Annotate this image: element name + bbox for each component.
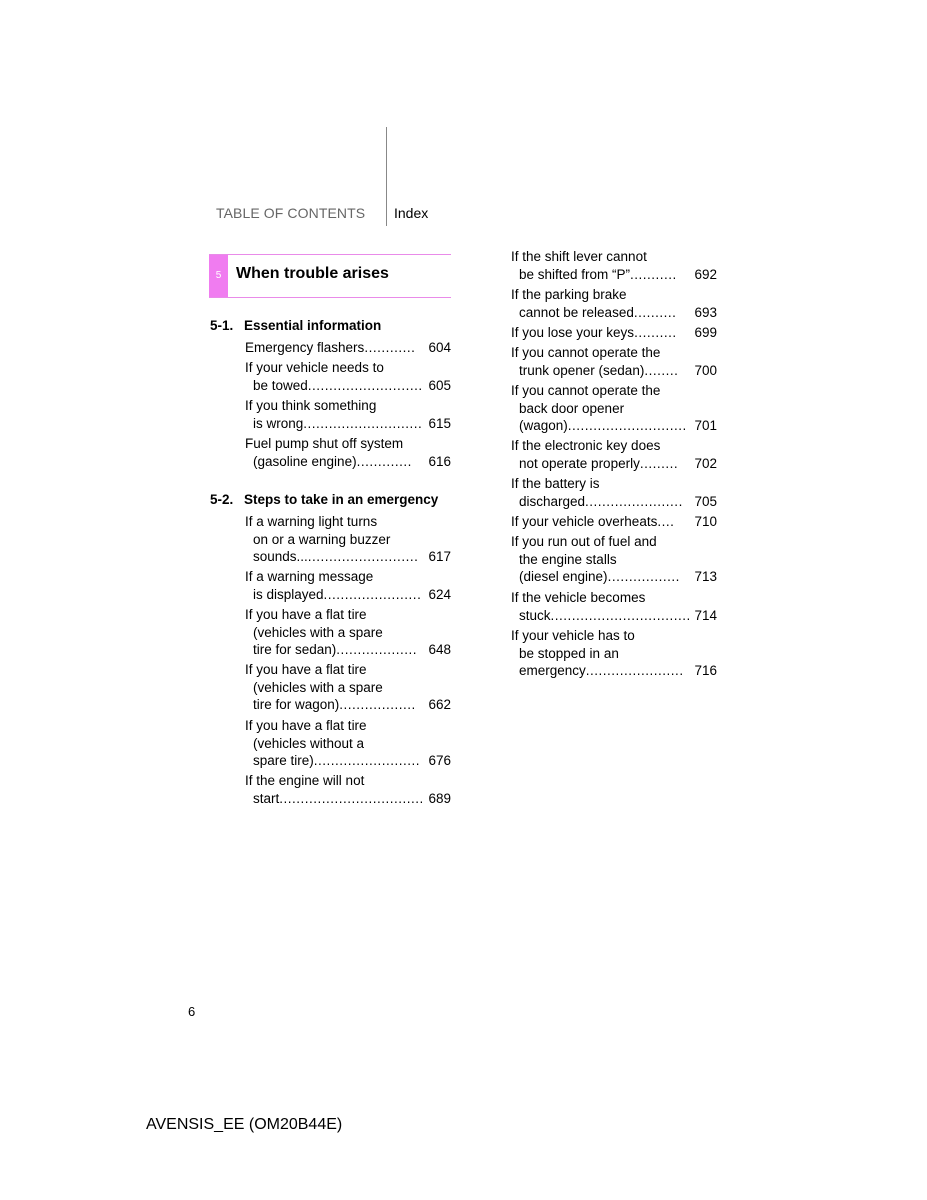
toc-entry-page: 676 (428, 753, 451, 768)
toc-entry[interactable] (245, 513, 451, 566)
toc-entry-text: Emergency flashers (245, 340, 365, 355)
toc-entry-leader-dots: ............. (356, 453, 412, 469)
toc-entry[interactable] (511, 286, 717, 321)
toc-entry-leader-dots: ........ (644, 362, 679, 378)
toc-entry[interactable] (511, 248, 717, 283)
toc-entry-last-line (245, 453, 451, 471)
toc-entry-line: If the shift lever cannot (511, 249, 647, 264)
toc-entry-leader-dots: ................. (607, 569, 680, 584)
toc-entry-text: tire for sedan) (253, 642, 337, 657)
toc-entry-last-line (511, 662, 717, 680)
toc-entry[interactable] (511, 589, 717, 624)
toc-entry-text: stuck (519, 607, 551, 623)
toc-entry-line: If the parking brake (511, 287, 627, 302)
toc-entry-leader-dots: ................................. (550, 607, 691, 623)
toc-entry[interactable] (245, 661, 451, 714)
toc-entry[interactable] (511, 627, 717, 680)
section-number: 5-2. (210, 492, 234, 507)
toc-entry[interactable] (245, 772, 451, 807)
toc-entry-leader-dots: .... (657, 514, 675, 529)
toc-entry-page: 693 (694, 304, 717, 320)
toc-entry-page: 605 (428, 377, 451, 393)
toc-entry-leader-dots: .......... (633, 304, 677, 320)
section-title: Steps to take in an emergency (244, 492, 439, 507)
toc-entry-line: If the electronic key does (511, 438, 661, 453)
toc-entry[interactable] (511, 437, 717, 472)
nav-index[interactable]: Index (394, 205, 429, 221)
toc-entry-leader-dots: .......... (634, 325, 677, 340)
toc-entry-line: If your vehicle needs to (245, 360, 384, 375)
toc-entry-line: If a warning light turns (245, 514, 378, 529)
toc-entry-page: 702 (694, 455, 717, 471)
toc-entry-text: be shifted from “P” (519, 266, 631, 282)
toc-entry[interactable] (245, 339, 451, 357)
toc-entry-last-line (245, 377, 451, 395)
toc-entry-line: If you have a flat tire (245, 662, 367, 677)
toc-entry-last-line (511, 304, 717, 322)
toc-entry-leader-dots: ....................... (323, 586, 422, 602)
toc-entry[interactable] (245, 359, 451, 394)
toc-entry-leader-dots: ................... (336, 642, 418, 657)
footer-model-code: AVENSIS_EE (OM20B44E) (146, 1116, 343, 1133)
toc-entry-line: If the battery is (511, 476, 600, 491)
toc-entry-last-line (245, 752, 451, 770)
toc-entry-leader-dots: ......................... (313, 753, 421, 768)
toc-entry[interactable] (511, 533, 717, 586)
toc-entry-last-line (511, 455, 717, 473)
toc-entry-page: 617 (428, 549, 451, 564)
toc-entry-last-line (245, 790, 451, 808)
toc-entry-text: is displayed (253, 586, 324, 602)
toc-entry-text: cannot be released (519, 304, 634, 320)
toc-entry-page: 662 (428, 697, 451, 712)
toc-entry[interactable] (511, 344, 717, 379)
toc-entry[interactable] (511, 382, 717, 435)
toc-entry-line: If you think something (245, 398, 377, 413)
toc-entry-line: the engine stalls (519, 551, 617, 567)
toc-entry-page: 616 (428, 453, 451, 469)
toc-entry-text: start (253, 790, 280, 806)
toc-entry-last-line (511, 513, 717, 531)
toc-entry-last-line (511, 568, 717, 586)
toc-entry-line: Fuel pump shut off system (245, 436, 404, 451)
nav-table-of-contents[interactable]: TABLE OF CONTENTS (216, 205, 366, 221)
toc-entry[interactable] (245, 568, 451, 603)
toc-entry-line: If the engine will not (245, 773, 365, 788)
toc-entry-page: 624 (428, 586, 451, 602)
toc-entry-last-line (511, 493, 717, 511)
toc-entry-last-line (511, 362, 717, 380)
toc-entry-last-line (245, 339, 451, 357)
toc-entry-line: on or a warning buzzer (253, 531, 391, 547)
toc-entry-leader-dots: ........... (630, 266, 677, 282)
toc-entry-page: 705 (694, 493, 717, 509)
chapter-heading (209, 254, 451, 298)
toc-entry[interactable] (511, 513, 717, 531)
toc-entry-last-line (511, 607, 717, 625)
toc-entry-page: 713 (694, 569, 717, 584)
toc-entry-last-line (245, 586, 451, 604)
toc-entry-page: 648 (428, 642, 451, 657)
toc-entry-text: emergency (519, 663, 586, 678)
toc-entry-line: (vehicles with a spare (253, 679, 383, 695)
toc-entry-text: If your vehicle overheats (511, 514, 658, 529)
toc-entry-text: (diesel engine) (519, 569, 608, 584)
toc-entry-last-line (245, 548, 451, 566)
toc-entry-leader-dots: ......... (639, 455, 679, 471)
toc-entry-page: 701 (694, 418, 717, 433)
toc-entry-line: (vehicles with a spare (253, 624, 383, 640)
toc-entry[interactable] (245, 606, 451, 659)
chapter-number-tab: 5 (209, 255, 228, 297)
toc-entry-line: (vehicles without a (253, 735, 365, 751)
toc-entry-text: sounds... (253, 549, 308, 564)
toc-entry-page: 700 (694, 362, 717, 378)
toc-entry-line: If your vehicle has to (511, 628, 635, 643)
section-heading-5-2[interactable] (210, 492, 438, 507)
toc-entry[interactable] (245, 717, 451, 770)
toc-entry-page: 615 (428, 415, 451, 431)
toc-entry-leader-dots: .......................... (307, 549, 419, 564)
toc-entry[interactable] (245, 397, 451, 432)
toc-entry-text: spare tire) (253, 753, 314, 768)
toc-entry-page: 692 (694, 266, 717, 282)
toc-entry[interactable] (511, 324, 717, 342)
toc-entry-leader-dots: ............ (364, 340, 416, 355)
toc-entry-last-line (245, 415, 451, 433)
section-number: 5-1. (210, 318, 234, 333)
toc-entry-line: be stopped in an (519, 645, 619, 661)
toc-entry-text: (wagon) (519, 418, 568, 433)
toc-entry-line: If you cannot operate the (511, 383, 661, 398)
chapter-title: When trouble arises (236, 265, 389, 282)
toc-entry-page: 710 (694, 514, 717, 529)
toc-entry-text: is wrong (253, 415, 304, 431)
toc-entry-text: (gasoline engine) (253, 453, 357, 469)
toc-entry-line: If you cannot operate the (511, 345, 661, 360)
toc-entry-line: If you run out of fuel and (511, 534, 657, 549)
toc-entry-last-line (511, 324, 717, 342)
toc-entry-text: tire for wagon) (253, 697, 340, 712)
toc-entry[interactable] (245, 435, 451, 470)
toc-entry[interactable] (511, 475, 717, 510)
header-divider (386, 127, 387, 226)
toc-entry-leader-dots: ....................... (585, 493, 683, 509)
toc-entry-leader-dots: ............................ (303, 415, 423, 431)
toc-entry-page: 689 (428, 790, 451, 806)
section-heading-5-1[interactable] (210, 318, 381, 333)
toc-entry-page: 699 (694, 325, 717, 340)
toc-entry-line: If a warning message (245, 569, 374, 584)
toc-entry-leader-dots: ....................... (585, 663, 684, 678)
toc-entry-last-line (511, 266, 717, 284)
toc-entry-line: If you have a flat tire (245, 718, 367, 733)
page-number: 6 (188, 1004, 196, 1019)
toc-entry-line: If you have a flat tire (245, 607, 367, 622)
toc-entry-line: back door opener (519, 400, 625, 416)
toc-entry-last-line (245, 641, 451, 659)
toc-entry-text: be towed (253, 377, 308, 393)
toc-entry-leader-dots: .................. (339, 697, 416, 712)
toc-entry-text: If you lose your keys (511, 325, 635, 340)
toc-entry-text: not operate properly (519, 455, 640, 471)
toc-entry-line: If the vehicle becomes (511, 590, 646, 605)
toc-entry-text: trunk opener (sedan) (519, 362, 645, 378)
section-title: Essential information (244, 318, 382, 333)
toc-entry-page: 604 (428, 340, 451, 355)
toc-entry-text: discharged (519, 493, 586, 509)
toc-entry-last-line (511, 417, 717, 435)
toc-entry-page: 716 (694, 663, 717, 678)
toc-entry-leader-dots: ............................ (567, 418, 687, 433)
toc-entry-leader-dots: ........................... (307, 377, 423, 393)
toc-entry-leader-dots: .................................. (279, 790, 424, 806)
toc-entry-last-line (245, 696, 451, 714)
toc-entry-page: 714 (694, 607, 717, 623)
